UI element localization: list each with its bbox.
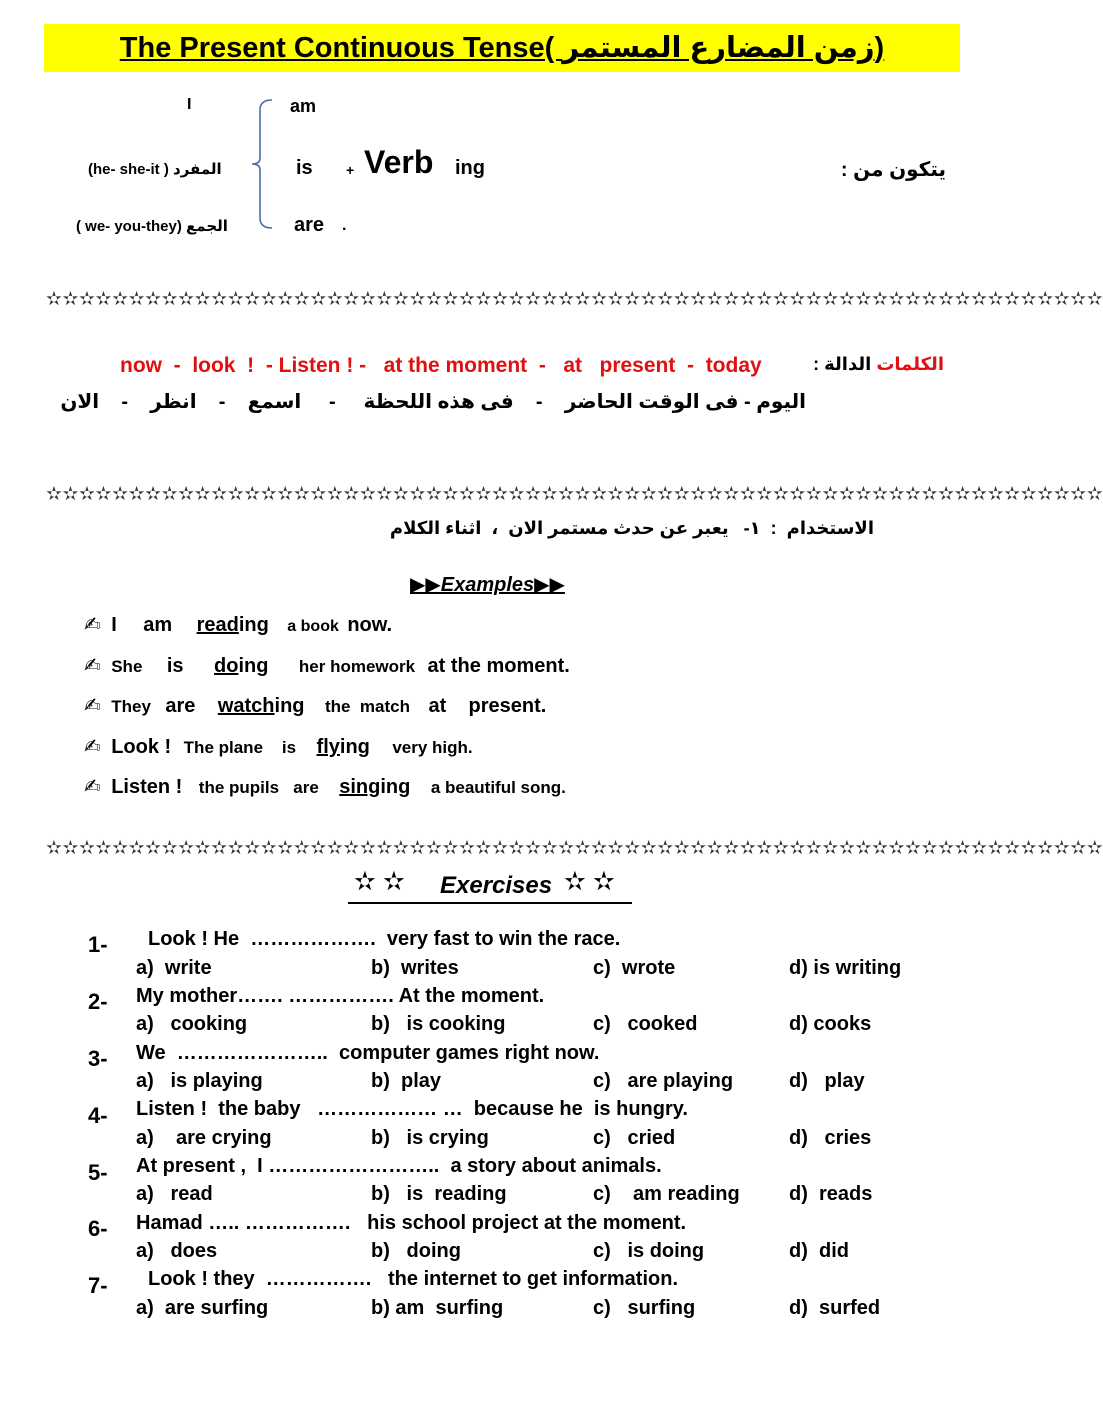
option-c[interactable]: c) am reading: [593, 1183, 740, 1205]
option-b[interactable]: b) writes: [371, 957, 459, 979]
signal-words-arabic: اليوم - فى الوقت الحاضر - فى هذه اللحظة - اسمع - انظر - الان: [60, 391, 806, 413]
option-d[interactable]: d) cries: [789, 1127, 872, 1149]
option-b[interactable]: b) is crying: [371, 1127, 489, 1149]
option-c[interactable]: c) surfing: [593, 1297, 696, 1319]
option-a[interactable]: a) are crying: [136, 1127, 272, 1149]
option-d[interactable]: d) reads: [789, 1183, 873, 1205]
example-row: ✍ Look ! The plane is flying very high.: [84, 736, 473, 758]
ing-suffix: ing: [455, 157, 485, 179]
plus-sign: +: [346, 162, 355, 178]
question-number: 2-: [88, 989, 108, 1014]
example-row: ✍ She is doing her homework at the moment.: [84, 655, 570, 677]
question-number: 7-: [88, 1273, 108, 1298]
option-b[interactable]: b) is cooking: [371, 1013, 506, 1035]
option-d[interactable]: d) cooks: [789, 1013, 872, 1035]
star-icon: ✫ ✫: [354, 866, 405, 896]
question-number: 5-: [88, 1160, 108, 1185]
subject-i: I: [187, 96, 192, 113]
question-number: 4-: [88, 1103, 108, 1128]
signal-words-label: [813, 354, 944, 375]
bracket-icon: [248, 96, 274, 232]
page-title: The Present Continuous Tense( زمن المضارع المستمر): [119, 32, 885, 64]
formation-label: يتكون من :: [840, 159, 946, 181]
option-a[interactable]: a) read: [136, 1183, 213, 1205]
question-text: Listen ! the baby ……………… … because he is hungry.: [136, 1098, 688, 1120]
option-c[interactable]: c) are playing: [593, 1070, 734, 1092]
exercises-heading-box: [348, 866, 632, 904]
signal-label-black: الدالة :: [813, 354, 872, 374]
aux-are: are: [294, 214, 325, 236]
option-c[interactable]: c) wrote: [593, 957, 676, 979]
question-text: My mother……. ……………. At the moment.: [136, 985, 545, 1007]
option-a[interactable]: a) cooking: [136, 1013, 248, 1035]
aux-is: is: [296, 157, 313, 179]
option-d[interactable]: d) did: [789, 1240, 849, 1262]
option-a[interactable]: a) is playing: [136, 1070, 263, 1092]
subject-singular: (he- she-it ) المفرد: [88, 161, 222, 178]
writing-hand-icon: ✍: [84, 776, 101, 798]
question-number: 3-: [88, 1046, 108, 1071]
option-b[interactable]: b) play: [371, 1070, 442, 1092]
star-divider: ✫✫✫✫✫✫✫✫✫✫✫✫✫✫✫✫✫✫✫✫✫✫✫✫✫✫✫✫✫✫✫✫✫✫✫✫✫✫✫✫✫✫✫✫✫✫✫✫✫✫✫✫✫✫✫✫✫✫✫✫✫✫✫✫: [46, 289, 1103, 310]
verb-label: Verb: [364, 144, 434, 180]
option-b[interactable]: b) is reading: [371, 1183, 507, 1205]
usage-text: الاستخدام : ١- يعبر عن حدث مستمر الان ، اثناء الكلام: [389, 518, 874, 538]
writing-hand-icon: ✍: [84, 614, 101, 636]
signal-label-red: الكلمات: [876, 354, 944, 374]
option-a[interactable]: a) does: [136, 1240, 218, 1262]
question-text: We ………………….. computer games right now.: [136, 1042, 600, 1064]
option-a[interactable]: a) write: [136, 957, 212, 979]
question-text: Look ! He ………………. very fast to win the race.: [148, 928, 621, 950]
option-b[interactable]: b) doing: [371, 1240, 461, 1262]
question-number: 1-: [88, 932, 108, 957]
option-c[interactable]: c) is doing: [593, 1240, 705, 1262]
question-number: 6-: [88, 1216, 108, 1241]
question-text: Hamad ….. ……………. his school project at the moment.: [136, 1212, 687, 1234]
writing-hand-icon: ✍: [84, 736, 101, 758]
option-b[interactable]: b) am surfing: [371, 1297, 504, 1319]
example-row: ✍ I am reading a book now.: [84, 614, 393, 636]
option-d[interactable]: d) play: [789, 1070, 865, 1092]
example-row: ✍ Listen ! the pupils are singing a beautiful song.: [84, 776, 566, 798]
option-d[interactable]: d) surfed: [789, 1297, 881, 1319]
question-text: At present , I …………………….. a story about animals.: [136, 1155, 662, 1177]
star-divider: ✫✫✫✫✫✫✫✫✫✫✫✫✫✫✫✫✫✫✫✫✫✫✫✫✫✫✫✫✫✫✫✫✫✫✫✫✫✫✫✫✫✫✫✫✫✫✫✫✫✫✫✫✫✫✫✫✫✫✫✫✫✫✫✫: [46, 484, 1103, 505]
star-icon: ✫ ✫: [564, 866, 615, 896]
option-c[interactable]: c) cried: [593, 1127, 676, 1149]
question-text: Look ! they ……………. the internet to get information.: [148, 1268, 678, 1290]
signal-words-english: now - look ! - Listen ! - at the moment - at present - today: [120, 354, 762, 377]
period: .: [342, 217, 347, 234]
option-c[interactable]: c) cooked: [593, 1013, 698, 1035]
option-a[interactable]: a) are surfing: [136, 1297, 269, 1319]
star-divider: ✫✫✫✫✫✫✫✫✫✫✫✫✫✫✫✫✫✫✫✫✫✫✫✫✫✫✫✫✫✫✫✫✫✫✫✫✫✫✫✫✫✫✫✫✫✫✫✫✫✫✫✫✫✫✫✫✫✫✫✫✫✫✫✫: [46, 838, 1103, 859]
aux-am: am: [290, 96, 317, 116]
option-d[interactable]: d) is writing: [789, 957, 902, 979]
writing-hand-icon: ✍: [84, 695, 101, 717]
exercises-heading: Exercises: [440, 872, 553, 899]
example-row: ✍ They are watching the match at present.: [84, 695, 547, 717]
examples-heading: ▶▶Examples▶▶: [410, 574, 565, 596]
title-banner: [44, 24, 960, 72]
subject-plural: ( we- you-they) الجمع: [76, 218, 228, 235]
writing-hand-icon: ✍: [84, 655, 101, 677]
